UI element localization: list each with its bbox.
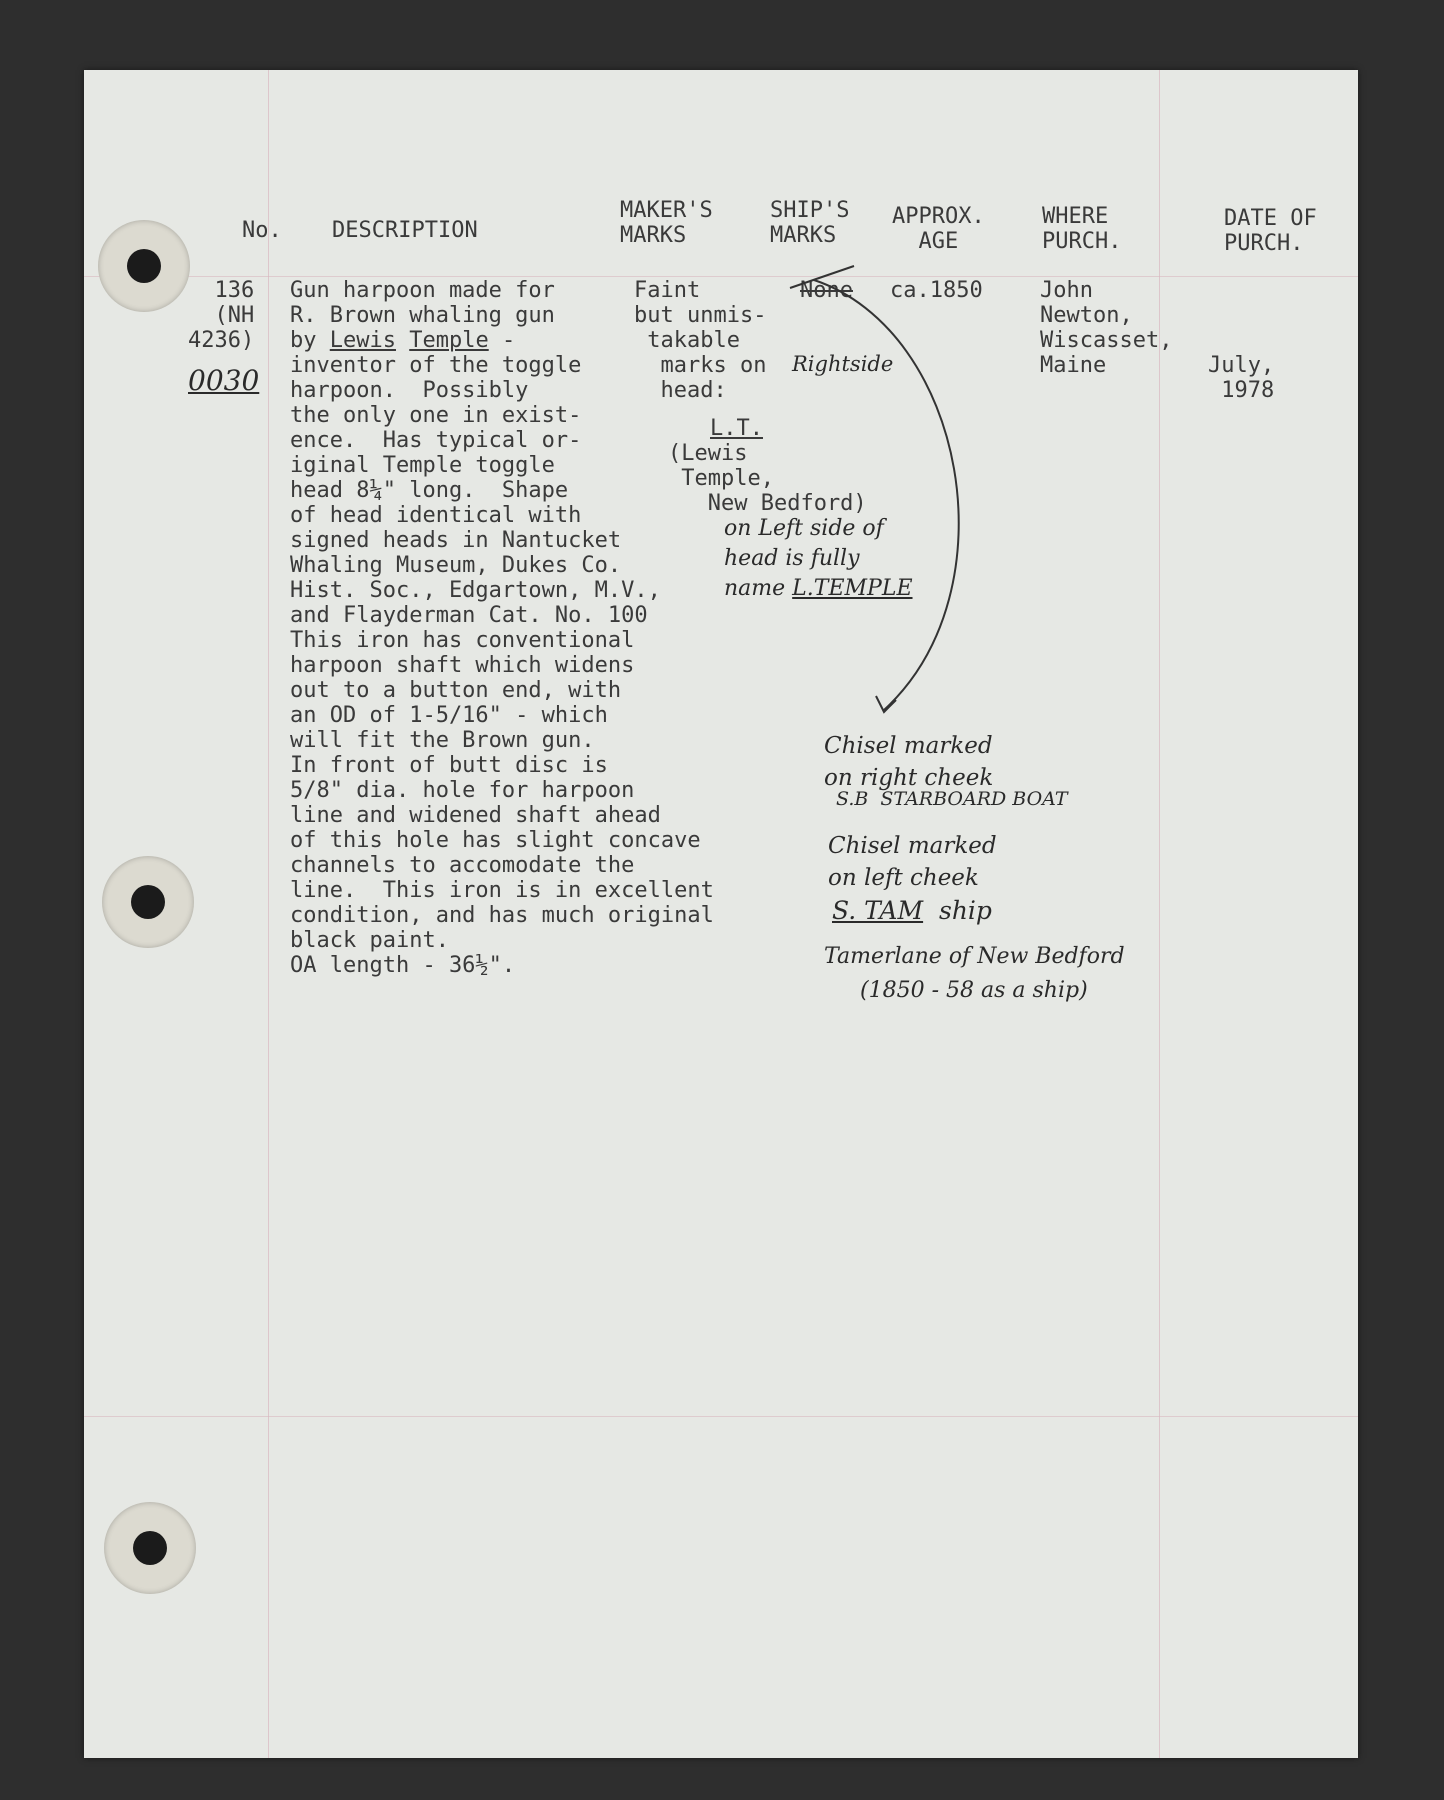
handwritten-chisel-left: Chisel marked on left cheek [828,833,997,891]
makers-marks-text: Faint but unmis- takable marks on head: [634,278,767,403]
makers-marks-initials: L.T. [710,416,763,441]
handwritten-tam: S. TAM ship [832,896,992,925]
handwritten-arrow [84,70,1358,1758]
entry-date-of-purch: July, 1978 [1208,353,1275,403]
handwritten-left-side-note: on Left side of head is fully name L.TEMPLE [724,516,913,601]
handwritten-rightside: Rightside [792,352,894,376]
binder-hole [98,220,190,312]
makers-marks-maker: (Lewis Temple, New Bedford) [668,441,867,516]
handwritten-dates: (1850 - 58 as a ship) [860,978,1088,1003]
header-description: DESCRIPTION [332,218,478,243]
header-approx-age: APPROX. AGE [892,204,985,254]
binder-hole [104,1502,196,1594]
entry-where-purch: John Newton, Wiscasset, Maine [1040,278,1173,378]
entry-approx-age: ca.1850 [890,278,983,303]
handwritten-starboard-boat: S.B STARBOARD BOAT [836,788,1068,810]
header-ships-marks: SHIP'S MARKS [770,198,850,248]
header-date-of-purch: DATE OF PURCH. [1224,206,1317,256]
handwritten-chisel-right: Chisel marked on right cheek [824,733,994,791]
header-makers-marks: MAKER'S MARKS [620,198,713,248]
ships-marks-struck: None [800,278,853,303]
entry-number: 136 (NH 4236) [188,278,255,353]
entry-description: Gun harpoon made for R. Brown whaling gun by Lewis Temple - inventor of the toggle harpoon. Possibly the only one in exist- ence. Has typical or- iginal Temple toggle head 8¼" long. Shape of head identical with signed heads in Nantucket Whaling Museum, Dukes Co. Hist. Soc., Edgartown, M.V., and Flayderman Cat. No. 100 This iron has conventional harpoon shaft which widens out to a button end, with an OD of 1-5/16" - which will fit the Brown gun. In front of butt disc is 5/8" dia. hole for harpoon line and widened shaft ahead of this hole has slight concave channels to accomodate the line. This iron is in excellent condition, and has much original black paint. OA length - 36½". [290,278,714,978]
binder-hole [102,856,194,948]
header-where-purch: WHERE PURCH. [1042,204,1122,254]
catalog-number-handwritten: 0030 [188,364,260,397]
document-page [84,70,1358,1758]
handwritten-tamerlane: Tamerlane of New Bedford [824,944,1125,969]
header-no: No. [242,218,282,243]
